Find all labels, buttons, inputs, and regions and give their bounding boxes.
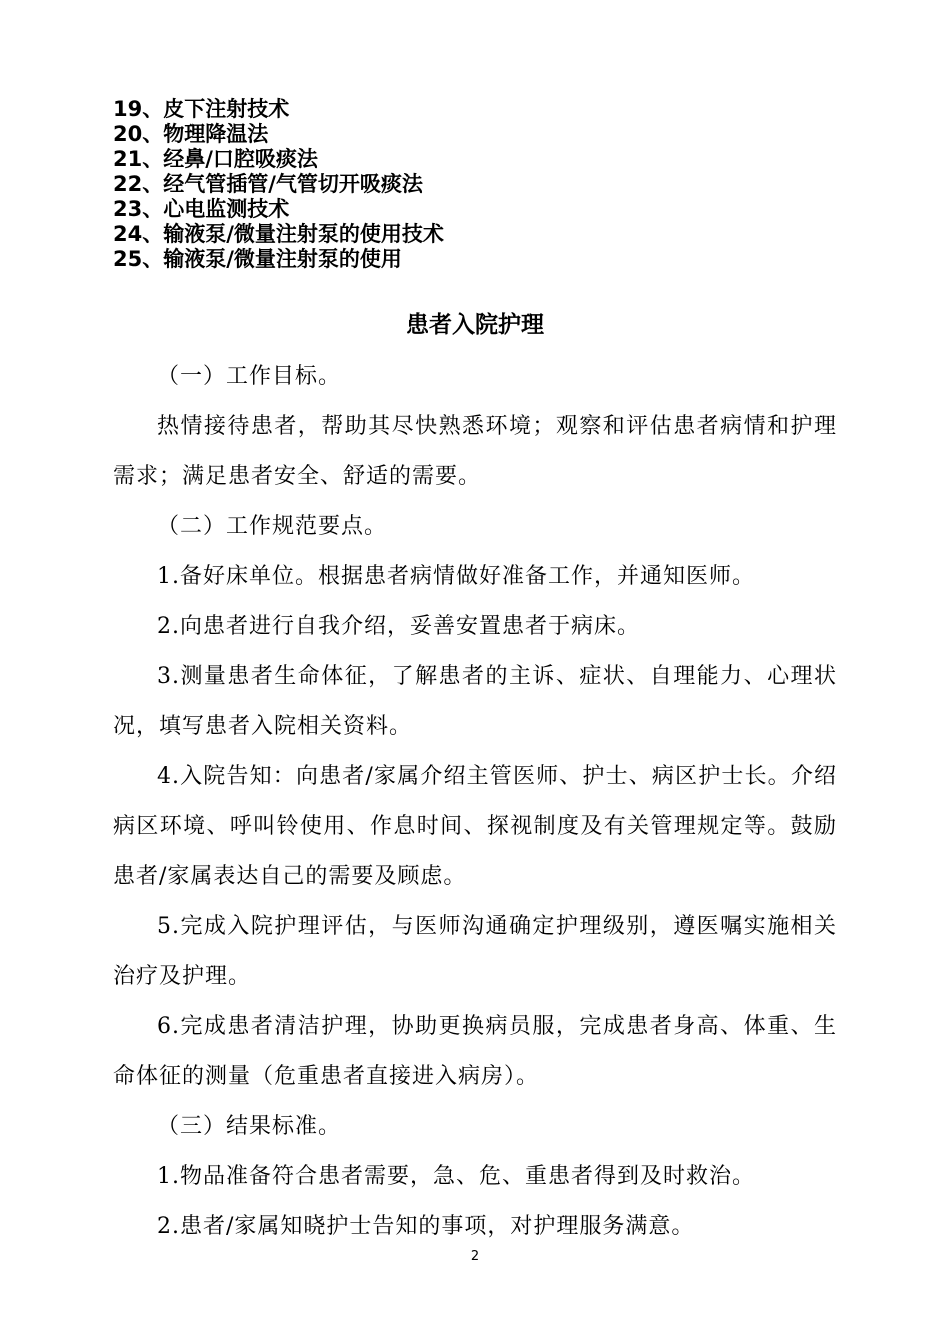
list-item: 20、物理降温法 [113, 122, 269, 146]
spec-item: 3.测量患者生命体征，了解患者的主诉、症状、自理能力、心理状况，填写患者入院相关资料。 [113, 664, 837, 739]
list-item: 21、经鼻/口腔吸痰法 [113, 147, 318, 171]
spec-item: 5.完成入院护理评估，与医师沟通确定护理级别，遵医嘱实施相关治疗及护理。 [113, 914, 837, 989]
spec-item: 2.向患者进行自我介绍，妥善安置患者于病床。 [157, 614, 640, 639]
result-heading: （三）结果标准。 [157, 1114, 342, 1139]
section-body [113, 352, 837, 1252]
spec-item: 4.入院告知：向患者/家属介绍主管医师、护士、病区护士长。介绍病区环境、呼叫铃使用、作息时间、探视制度及有关管理规定等。鼓励患者/家属表达自己的需要及顾虑。 [113, 764, 837, 889]
spec-item: 6.完成患者清洁护理，协助更换病员服，完成患者身高、体重、生命体征的测量（危重患者直接进入病房）。 [113, 1014, 837, 1089]
list-item: 23、心电监测技术 [113, 197, 290, 221]
list-item: 19、皮下注射技术 [113, 97, 290, 121]
list-item: 22、经气管插管/气管切开吸痰法 [113, 172, 423, 196]
result-item: 1.物品准备符合患者需要，急、危、重患者得到及时救治。 [157, 1164, 755, 1189]
section-title: 患者入院护理 [406, 312, 544, 338]
page-number: 2 [470, 1249, 480, 1264]
goal-paragraph: 热情接待患者，帮助其尽快熟悉环境；观察和评估患者病情和护理需求；满足患者安全、舒适的需要。 [113, 414, 837, 489]
procedure-list [113, 97, 813, 272]
spec-item: 1.备好床单位。根据患者病情做好准备工作，并通知医师。 [157, 564, 755, 589]
spec-heading: （二）工作规范要点。 [157, 514, 388, 539]
result-item: 2.患者/家属知晓护士告知的事项，对护理服务满意。 [157, 1214, 695, 1239]
goal-heading: （一）工作目标。 [157, 364, 342, 389]
list-item: 25、输液泵/微量注射泵的使用 [113, 247, 402, 271]
list-item: 24、输液泵/微量注射泵的使用技术 [113, 222, 444, 246]
